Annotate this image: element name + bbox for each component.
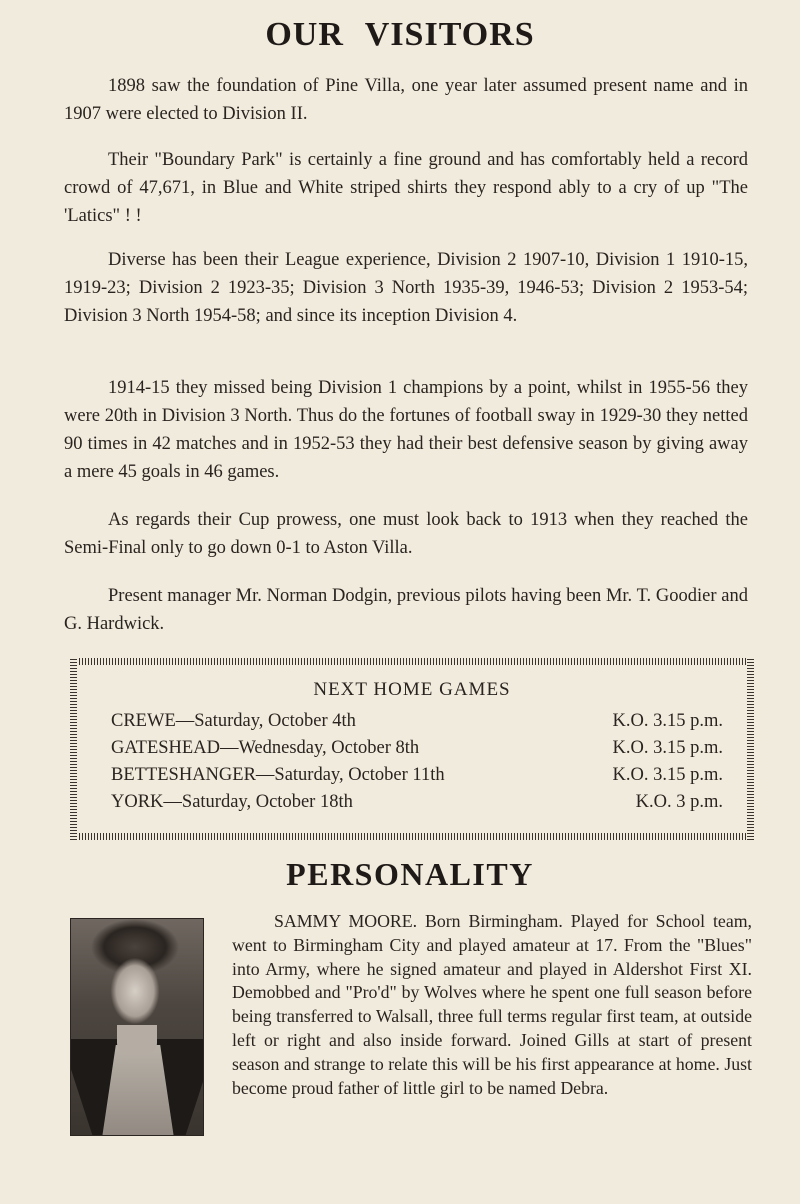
- next-home-games-box: [70, 658, 754, 840]
- visitors-paragraph-5: As regards their Cup prowess, one must look back to 1913 when they reached the Semi-Final only to go down 0-1 to Aston Villa.: [64, 510, 748, 558]
- visitors-paragraph-6: Present manager Mr. Norman Dodgin, previous pilots having been Mr. T. Goodier and G. Hardwick.: [64, 586, 748, 634]
- photo-neck: [117, 1025, 157, 1055]
- fixture-kickoff: K.O. 3.15 p.m.: [612, 738, 723, 758]
- fixture-name: YORK—Saturday, October 18th: [111, 792, 353, 812]
- visitors-paragraph-4: 1914-15 they missed being Division 1 champions by a point, whilst in 1955-56 they were 20th in Division 3 North. Thus do the fortunes of football sway in 1929-30 they netted 90 times in 42 matches and in 1952-53 they had their best defensive season by giving away a mere 45 goals in 46 games.: [64, 378, 748, 482]
- fixture-row: [111, 711, 723, 737]
- fixture-row: [111, 792, 723, 818]
- visitors-paragraph-1: 1898 saw the foundation of Pine Villa, one year later assumed present name and in 1907 were elected to Division II.: [64, 76, 748, 124]
- fixture-kickoff: K.O. 3.15 p.m.: [612, 765, 723, 785]
- fixture-row: [111, 738, 723, 764]
- fixture-row: [111, 765, 723, 791]
- fixture-name: CREWE—Saturday, October 4th: [111, 711, 356, 731]
- visitors-title: OUR VISITORS: [265, 16, 535, 53]
- next-home-games-title: NEXT HOME GAMES: [313, 679, 511, 700]
- personality-title: PERSONALITY: [286, 856, 534, 892]
- player-photo: [70, 918, 204, 1136]
- fixture-kickoff: K.O. 3 p.m.: [635, 792, 723, 812]
- visitors-paragraph-2: Their "Boundary Park" is certainly a fine ground and has comfortably held a record crowd of 47,671, in Blue and White striped shirts they respond ably to a cry of up "The 'Latics" ! !: [64, 150, 748, 226]
- fixture-kickoff: K.O. 3.15 p.m.: [612, 711, 723, 731]
- fixture-name: BETTESHANGER—Saturday, October 11th: [111, 765, 445, 785]
- fixture-name: GATESHEAD—Wednesday, October 8th: [111, 738, 420, 758]
- player-biography: SAMMY MOORE. Born Birmingham. Played for School team, went to Birmingham City and played amateur at 17. From the "Blues" into Army, where he signed amateur and played in Aldershot First XI. Demobbed and "Pro'd" by Wolves where he spent one full season before being transferred to Walsall, three full terms regular first team, at outside left or right and also inside forward. Joined Gills at start of present season and strange to relate this will be his first appearance at home. Just become proud father of little girl to be named Debra.: [232, 911, 752, 1098]
- visitors-paragraph-3: Diverse has been their League experience, Division 2 1907-10, Division 1 1910-15, 1919-23; Division 2 1923-35; Division 3 North 1935-39, 1946-53; Division 2 1953-54; Division 3 North 1954-58; and since its inception Division 4.: [64, 250, 748, 326]
